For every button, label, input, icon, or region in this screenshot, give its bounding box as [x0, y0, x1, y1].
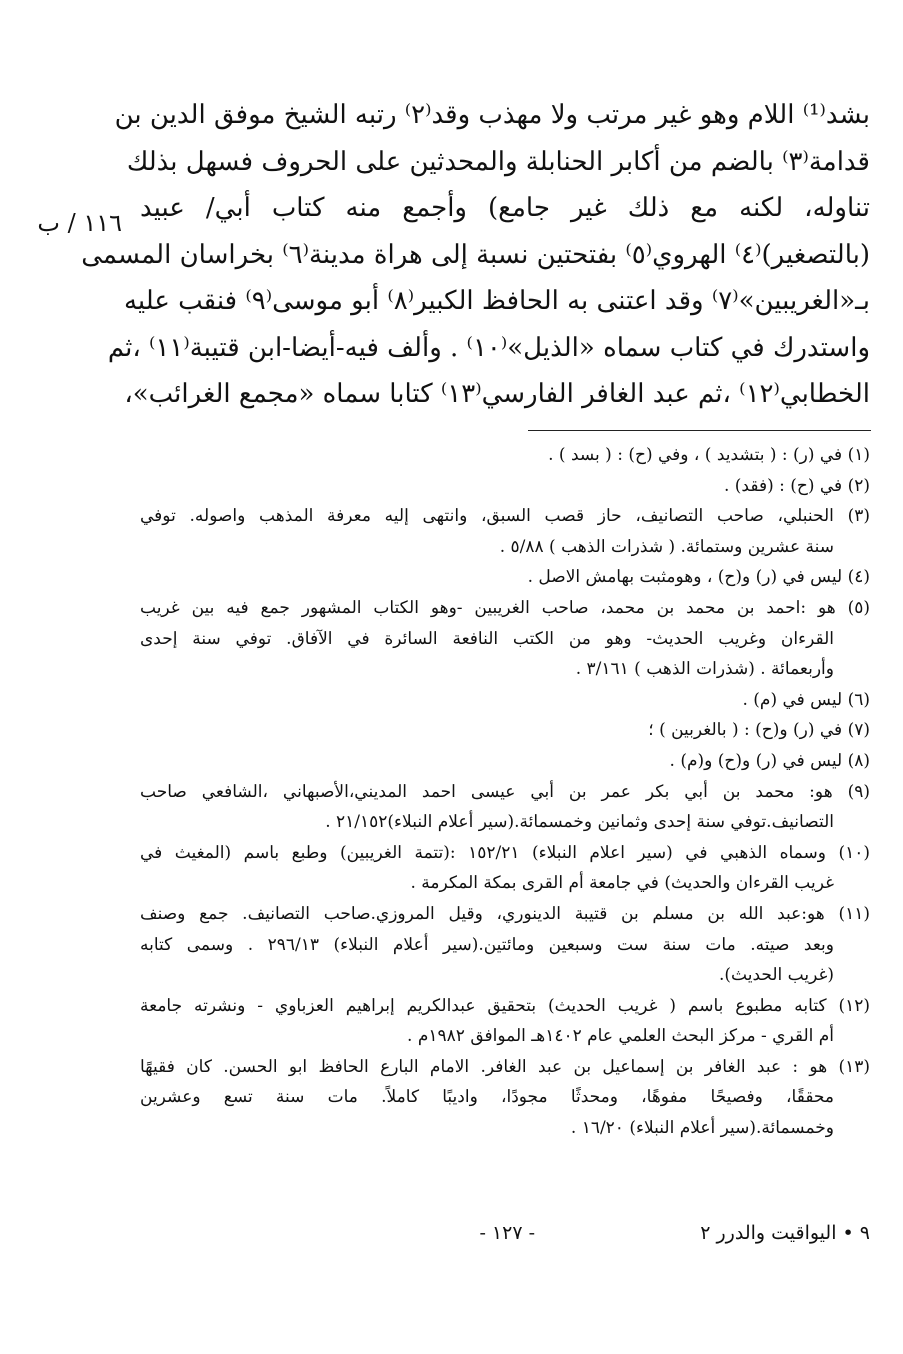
- footnote-13: [140, 1052, 870, 1144]
- footnote-line: غريب القرءان والحديث) في جامعة أم القرى بمكة المكرمة .: [410, 873, 834, 894]
- footnote-line: القرءان وغريب الحديث- وهو من الكتب النافعة السائرة في الآفاق. توفي سنة إحدى: [140, 628, 834, 649]
- footnote-line: (١٣) هو : عبد الغافر بن إسماعيل بن عبد الغافر. الامام البارع الحافظ ابو الحسن. كان فقيهًا: [140, 1056, 870, 1077]
- footnote-line: (٣) الحنبلي، صاحب التصانيف، حاز قصب السبق، وانتهى إليه معرفة المذهب واصوله. توفي: [140, 506, 870, 527]
- footnote-separator: [528, 430, 871, 431]
- footnote-11: [140, 899, 870, 991]
- footnote-line: (١٠) وسماه الذهبي في (سير اعلام النبلاء) ١٥٢/٢١ :(تتمة الغريبين) وطبع باسم (المغيث في: [140, 842, 870, 863]
- footnote-line: (٧) في (ر) و(ح) : ( بالغربين ) ؛: [648, 720, 870, 741]
- footnote-line: (١) في (ر) : ( بتشديد ) ، وفي (ح) : ( بسد ) .: [548, 445, 870, 465]
- main-text-line: بشد⁽¹⁾ اللام وهو غير مرتب ولا مهذب وقد⁽٢⁾ رتبه الشيخ موفق الدين بن: [114, 100, 870, 130]
- footnote-line: وبعد صيته. مات سنة ست وسبعين ومائتين.(سير أعلام النبلاء) ٢٩٦/١٣ . وسمى كتابه: [140, 934, 834, 955]
- page-number: - ١٢٧ -: [479, 1222, 535, 1244]
- main-text-line: الخطابي⁽١٢⁾ ،ثم عبد الغافر الفارسي⁽١٣⁾ كتابا سماه «مجمع الغرائب»،: [124, 379, 870, 409]
- footnote-line: (١١) هو:عبد الله بن مسلم بن قتيبة الدينوري، وقيل المروزي.صاحب التصانيف. جمع وصنف: [140, 903, 870, 924]
- footnote-line: (٢) في (ح) : (فقد) .: [723, 475, 870, 496]
- footnote-line: سنة عشرين وستمائة. ( شذرات الذهب ) ٥/٨٨ .: [499, 536, 834, 557]
- footnote-line: (٨) ليس في (ر) و(ح) و(م) .: [669, 750, 870, 771]
- footnote-9: [140, 777, 870, 838]
- footnote-3: [140, 501, 870, 562]
- footnote-8: [140, 746, 870, 777]
- footer-source-label: ٩ • اليواقيت والدرر ٢: [700, 1222, 870, 1244]
- footnote-line: التصانيف.توفي سنة إحدى وثمانين وخمسمائة.(سير أعلام النبلاء)٢١/١٥٢ .: [325, 812, 834, 833]
- main-text-line: قدامة⁽٣⁾ بالضم من أكابر الحنابلة والمحدثين على الحروف فسهل بذلك: [126, 146, 870, 177]
- footnote-line: وأربعمائة . (شذرات الذهب ) ٣/١٦١ .: [575, 659, 834, 680]
- footnote-5: [140, 593, 870, 685]
- footnote-line: أم القري - مركز البحث العلمي عام ١٤٠٢هـ الموافق ١٩٨٢م .: [407, 1026, 834, 1047]
- footnote-line: (٦) ليس في (م) .: [742, 689, 870, 710]
- main-text-line: بـ«الغريبين»⁽٧⁾ وقد اعتنى به الحافظ الكبير⁽٨⁾ أبو موسى⁽٩⁾ فنقب عليه: [123, 286, 870, 316]
- footnote-12: [140, 991, 870, 1052]
- footnote-2: [140, 471, 870, 502]
- manuscript-folio-marker: ١١٦ / ب: [37, 209, 122, 237]
- footnote-7: [140, 715, 870, 746]
- footnote-line: محققًا، وفصيحًا مفوهًا، ومحدثًا مجودًا، واديبًا كاملاً. مات سنة تسع وعشرين: [140, 1087, 834, 1108]
- main-text-line: (بالتصغير)⁽٤⁾ الهروي⁽٥⁾ بفتحتين نسبة إلى هراة مدينة⁽٦⁾ بخراسان المسمى: [81, 239, 870, 270]
- footnote-line: (١٢) كتابه مطبوع باسم ( غريب الحديث) بتحقيق عبدالكريم إبراهيم العزباوي - ونشرته جامعة: [140, 995, 870, 1016]
- footnote-line: (غريب الحديث).: [719, 965, 834, 986]
- footnote-line: وخمسمائة.(سير أعلام النبلاء) ١٦/٢٠ .: [570, 1118, 834, 1139]
- footnote-4: [140, 562, 870, 593]
- footnotes-block: [140, 440, 870, 1144]
- footnote-line: (٥) هو :احمد بن محمد بن محمد، صاحب الغريبين -وهو الكتاب المشهور جمع فيه بين غريب: [140, 597, 870, 618]
- main-text-line: تناوله، لكنه مع ذلك غير جامع) وأجمع منه كتاب أبي/ عبيد: [140, 193, 870, 223]
- footnote-line: (٩) هو: محمد بن أبي بكر عمر بن أبي عيسى احمد المديني،الأصبهاني ،الشافعي صاحب: [140, 781, 870, 802]
- footnote-6: [140, 685, 870, 716]
- footnote-line: (٤) ليس في (ر) و(ح) ، وهومثبت بهامش الاصل .: [527, 567, 870, 588]
- page-footer: [140, 1218, 870, 1248]
- footnote-1: [140, 440, 870, 471]
- main-text-line: واستدرك في كتاب سماه «الذيل»⁽١٠⁾ . وألف فيه-أيضا-ابن قتيبة⁽١١⁾ ،ثم: [107, 332, 870, 363]
- footnote-10: [140, 838, 870, 899]
- main-text-block: [81, 92, 870, 418]
